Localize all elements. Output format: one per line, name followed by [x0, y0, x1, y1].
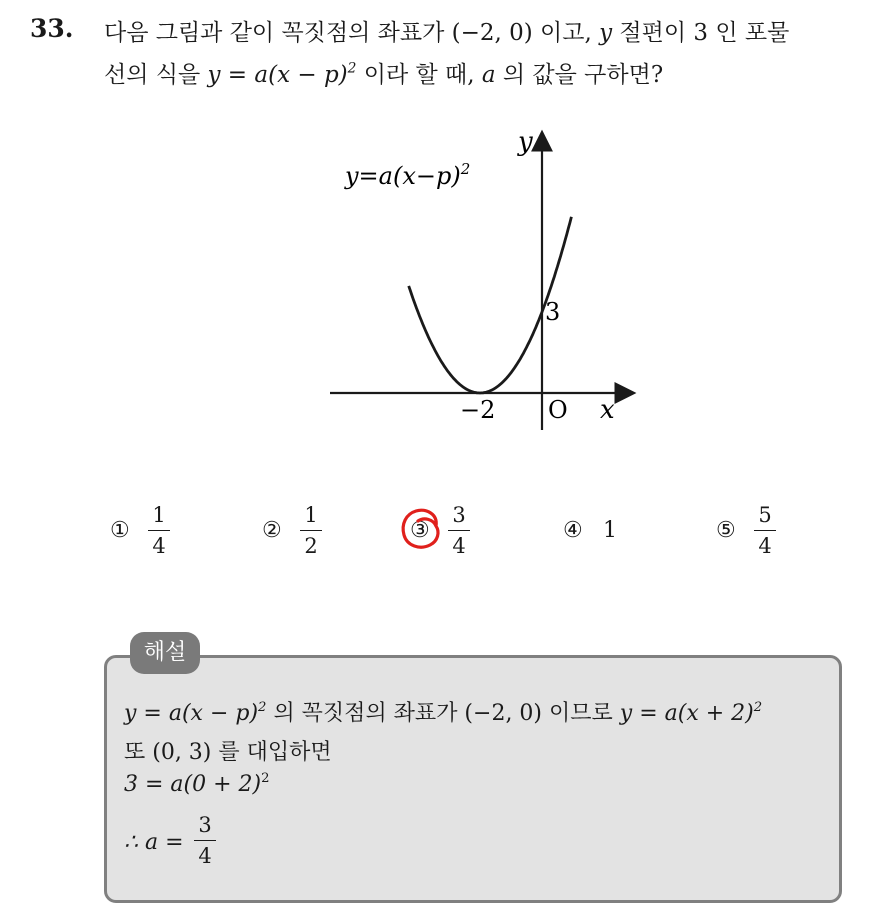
vertex-label: −2 [460, 396, 496, 424]
choice-2-marker: ② [262, 518, 282, 543]
solution-formula-2: $y = a(x + 2)^2$ [619, 699, 763, 726]
question-number: 33. [30, 14, 74, 43]
question-formula: $y = a(x - p)^2$ [207, 60, 357, 88]
solution-line-2: 또 (0, 3) 를 대입하면 [124, 740, 332, 765]
question-text-1b: y [599, 20, 613, 46]
parabola-graph [320, 120, 650, 440]
answer-circle-mark [398, 504, 444, 554]
question-line-2 [104, 56, 663, 89]
choice-1-fraction: 1 4 [148, 502, 170, 559]
question-text-1a: 다음 그림과 같이 꼭짓점의 좌표가 (−2, 0) 이고, [104, 20, 592, 46]
solution-line-1 [124, 696, 762, 727]
y-intercept-label: 3 [545, 298, 561, 326]
origin-label: O [548, 396, 568, 424]
solution-tag: 해설 [130, 632, 200, 674]
choice-2[interactable] [262, 500, 332, 570]
solution-fraction: 3 4 [194, 812, 216, 869]
choice-4[interactable] [563, 500, 633, 570]
choice-5-marker: ⑤ [716, 518, 736, 543]
question-line-1 [104, 14, 789, 47]
question-text-2d: 의 값을 구하면? [502, 62, 664, 88]
solution-formula-1: $y = a(x - p)^2$ [124, 699, 267, 726]
choice-1[interactable] [110, 500, 180, 570]
choice-5-fraction: 5 4 [754, 502, 776, 559]
choice-2-fraction: 1 2 [300, 502, 322, 559]
choice-1-marker: ① [110, 518, 130, 543]
choice-3[interactable] [410, 500, 480, 570]
choice-3-fraction: 3 4 [448, 502, 470, 559]
question-text-1c: 절편이 3 인 포물 [619, 20, 790, 46]
choice-3-marker: ③ [410, 518, 430, 543]
curve-label: $y=a(x-p)^2$ [345, 160, 471, 190]
question-text-2a: 선의 식을 [104, 62, 201, 88]
solution-line-3: $3 = a(0 + 2)^2$ [124, 770, 270, 797]
choice-4-value: 1 [603, 518, 617, 543]
choice-5[interactable] [716, 500, 786, 570]
question-variable-a: a [481, 62, 496, 88]
choice-4-marker: ④ [563, 518, 583, 543]
question-text-2b: 이라 할 때, [363, 62, 475, 88]
solution-therefore: ∴ a = [124, 830, 184, 855]
y-axis-label: y [518, 127, 533, 157]
solution-text-1: 의 꼭짓점의 좌표가 (−2, 0) 이므로 [273, 701, 613, 726]
x-axis-label: x [600, 395, 615, 425]
